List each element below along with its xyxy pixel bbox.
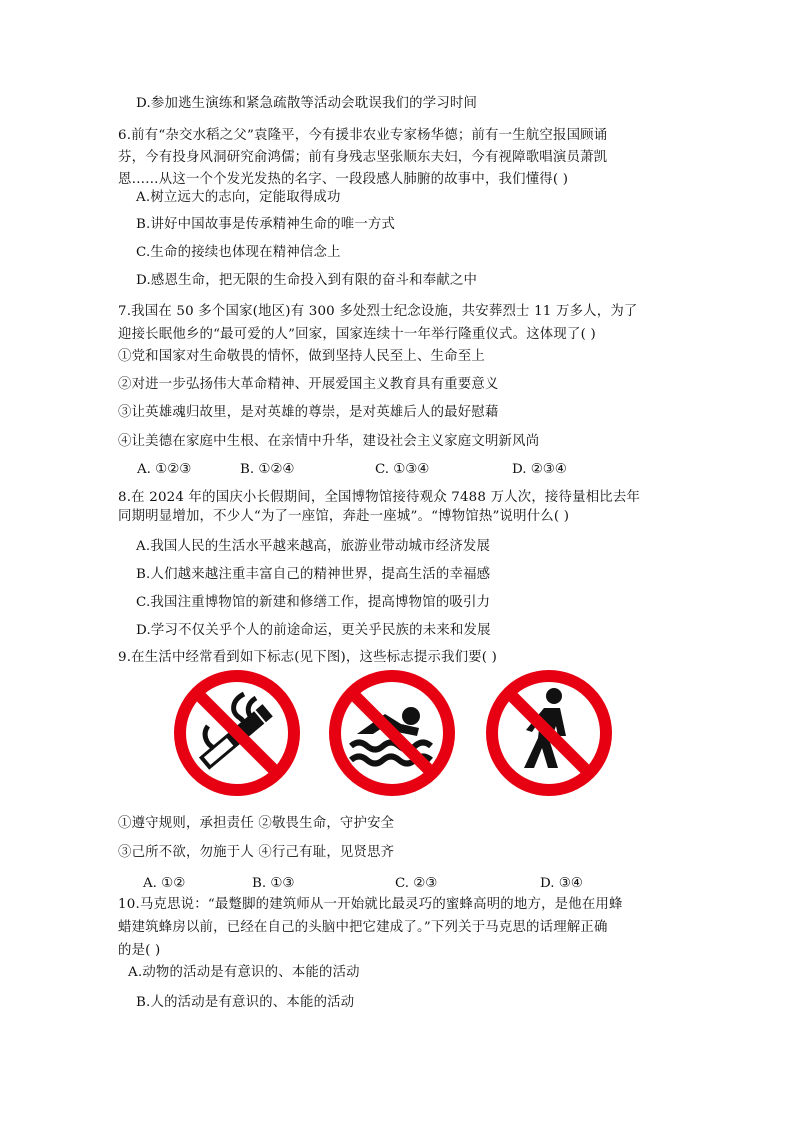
q10-stem-line-3: 的是( ) (118, 943, 161, 958)
q9-items-line-1: ①遵守规则，承担责任 ②敬畏生命，守护安全 (118, 816, 395, 831)
q8-option-c: C.我国注重博物馆的新建和修缮工作，提高博物馆的吸引力 (136, 595, 491, 610)
q7-choice-b: B. ①②④ (240, 462, 295, 477)
q7-item-4: ④让美德在家庭中生根、在亲情中升华，建设社会主义家庭文明新风尚 (118, 434, 540, 449)
q10-option-a: A.动物的活动是有意识的、本能的活动 (128, 965, 360, 980)
q7-choices (0, 460, 794, 480)
q6-option-c: C.生命的接续也体现在精神信念上 (136, 245, 341, 260)
q8-stem-line-1: 8.在 2024 年的国庆小长假期间，全国博物馆接待观众 7488 万人次，接待量相比去年 (118, 490, 641, 505)
q7-stem-line-1: 7.我国在 50 多个国家(地区)有 300 多处烈士纪念设施，共安葬烈士 11 万多人，为了 (118, 304, 638, 319)
q7-item-1: ①党和国家对生命敬畏的情怀，做到坚持人民至上、生命至上 (118, 349, 485, 364)
q7-choice-a: A. ①②③ (137, 462, 192, 477)
q6-option-b: B.讲好中国故事是传承精神生命的唯一方式 (136, 217, 396, 232)
q8-option-d: D.学习不仅关乎个人的前途命运，更关乎民族的未来和发展 (136, 623, 491, 638)
q8-option-b: B.人们越来越注重丰富自己的精神世界，提高生活的幸福感 (136, 567, 491, 582)
q5-option-d: D.参加逃生演练和紧急疏散等活动会耽误我们的学习时间 (136, 96, 478, 111)
q9-choice-a: A. ①② (143, 876, 186, 891)
no-smoking-sign-icon (172, 668, 302, 798)
q8-stem-line-2: 同期明显增加，不少人“为了一座馆，奔赴一座城”。“博物馆热”说明什么( ) (118, 509, 570, 524)
q7-choice-c: C. ①③④ (375, 462, 430, 477)
q6-option-a: A.树立远大的志向，定能取得成功 (136, 190, 341, 205)
q6-stem-line-3: 恩……从这一个个发光发热的名字、一段段感人肺腑的故事中，我们懂得( ) (118, 172, 569, 187)
q9-sign-images (172, 668, 612, 798)
q7-choice-d: D. ②③④ (512, 462, 567, 477)
q6-stem-line-1: 6.前有“杂交水稻之父”袁隆平，今有援非农业专家杨华德；前有一生航空报国顾诵 (118, 128, 608, 143)
q10-stem-line-1: 10.马克思说：“最蹩脚的建筑师从一开始就比最灵巧的蜜蜂高明的地方，是他在用蜂 (118, 897, 623, 912)
q7-stem-line-2: 迎接长眠他乡的“最可爱的人”回家，国家连续十一年举行隆重仪式。这体现了( ) (118, 327, 596, 342)
no-swimming-sign-icon (327, 668, 457, 798)
q6-stem-line-2: 芬，今有投身风洞研究俞鸿儒；前有身残志坚张顺东夫妇，今有视障歌唱演员萧凯 (118, 150, 608, 165)
q10-option-b: B.人的活动是有意识的、本能的活动 (136, 995, 355, 1010)
q6-option-d: D.感恩生命，把无限的生命投入到有限的奋斗和奉献之中 (136, 273, 478, 288)
q7-item-3: ③让英雄魂归故里，是对英雄的尊崇，是对英雄后人的最好慰藉 (118, 405, 499, 420)
q9-choices (0, 874, 794, 894)
q8-option-a: A.我国人民的生活水平越来越高，旅游业带动城市经济发展 (136, 539, 491, 554)
q9-choice-b: B. ①③ (252, 876, 295, 891)
q7-item-2: ②对进一步弘扬伟大革命精神、开展爱国主义教育具有重要意义 (118, 377, 499, 392)
no-pedestrian-sign-icon (484, 668, 614, 798)
q9-choice-d: D. ③④ (540, 876, 583, 891)
q9-choice-c: C. ②③ (395, 876, 438, 891)
q9-stem: 9.在生活中经常看到如下标志(见下图)，这些标志提示我们要( ) (118, 650, 498, 665)
q9-items-line-2: ③己所不欲，勿施于人 ④行己有耻，见贤思齐 (118, 845, 395, 860)
q10-stem-line-2: 蜡建筑蜂房以前，已经在自己的头脑中把它建成了。”下列关于马克思的话理解正确 (118, 920, 608, 935)
